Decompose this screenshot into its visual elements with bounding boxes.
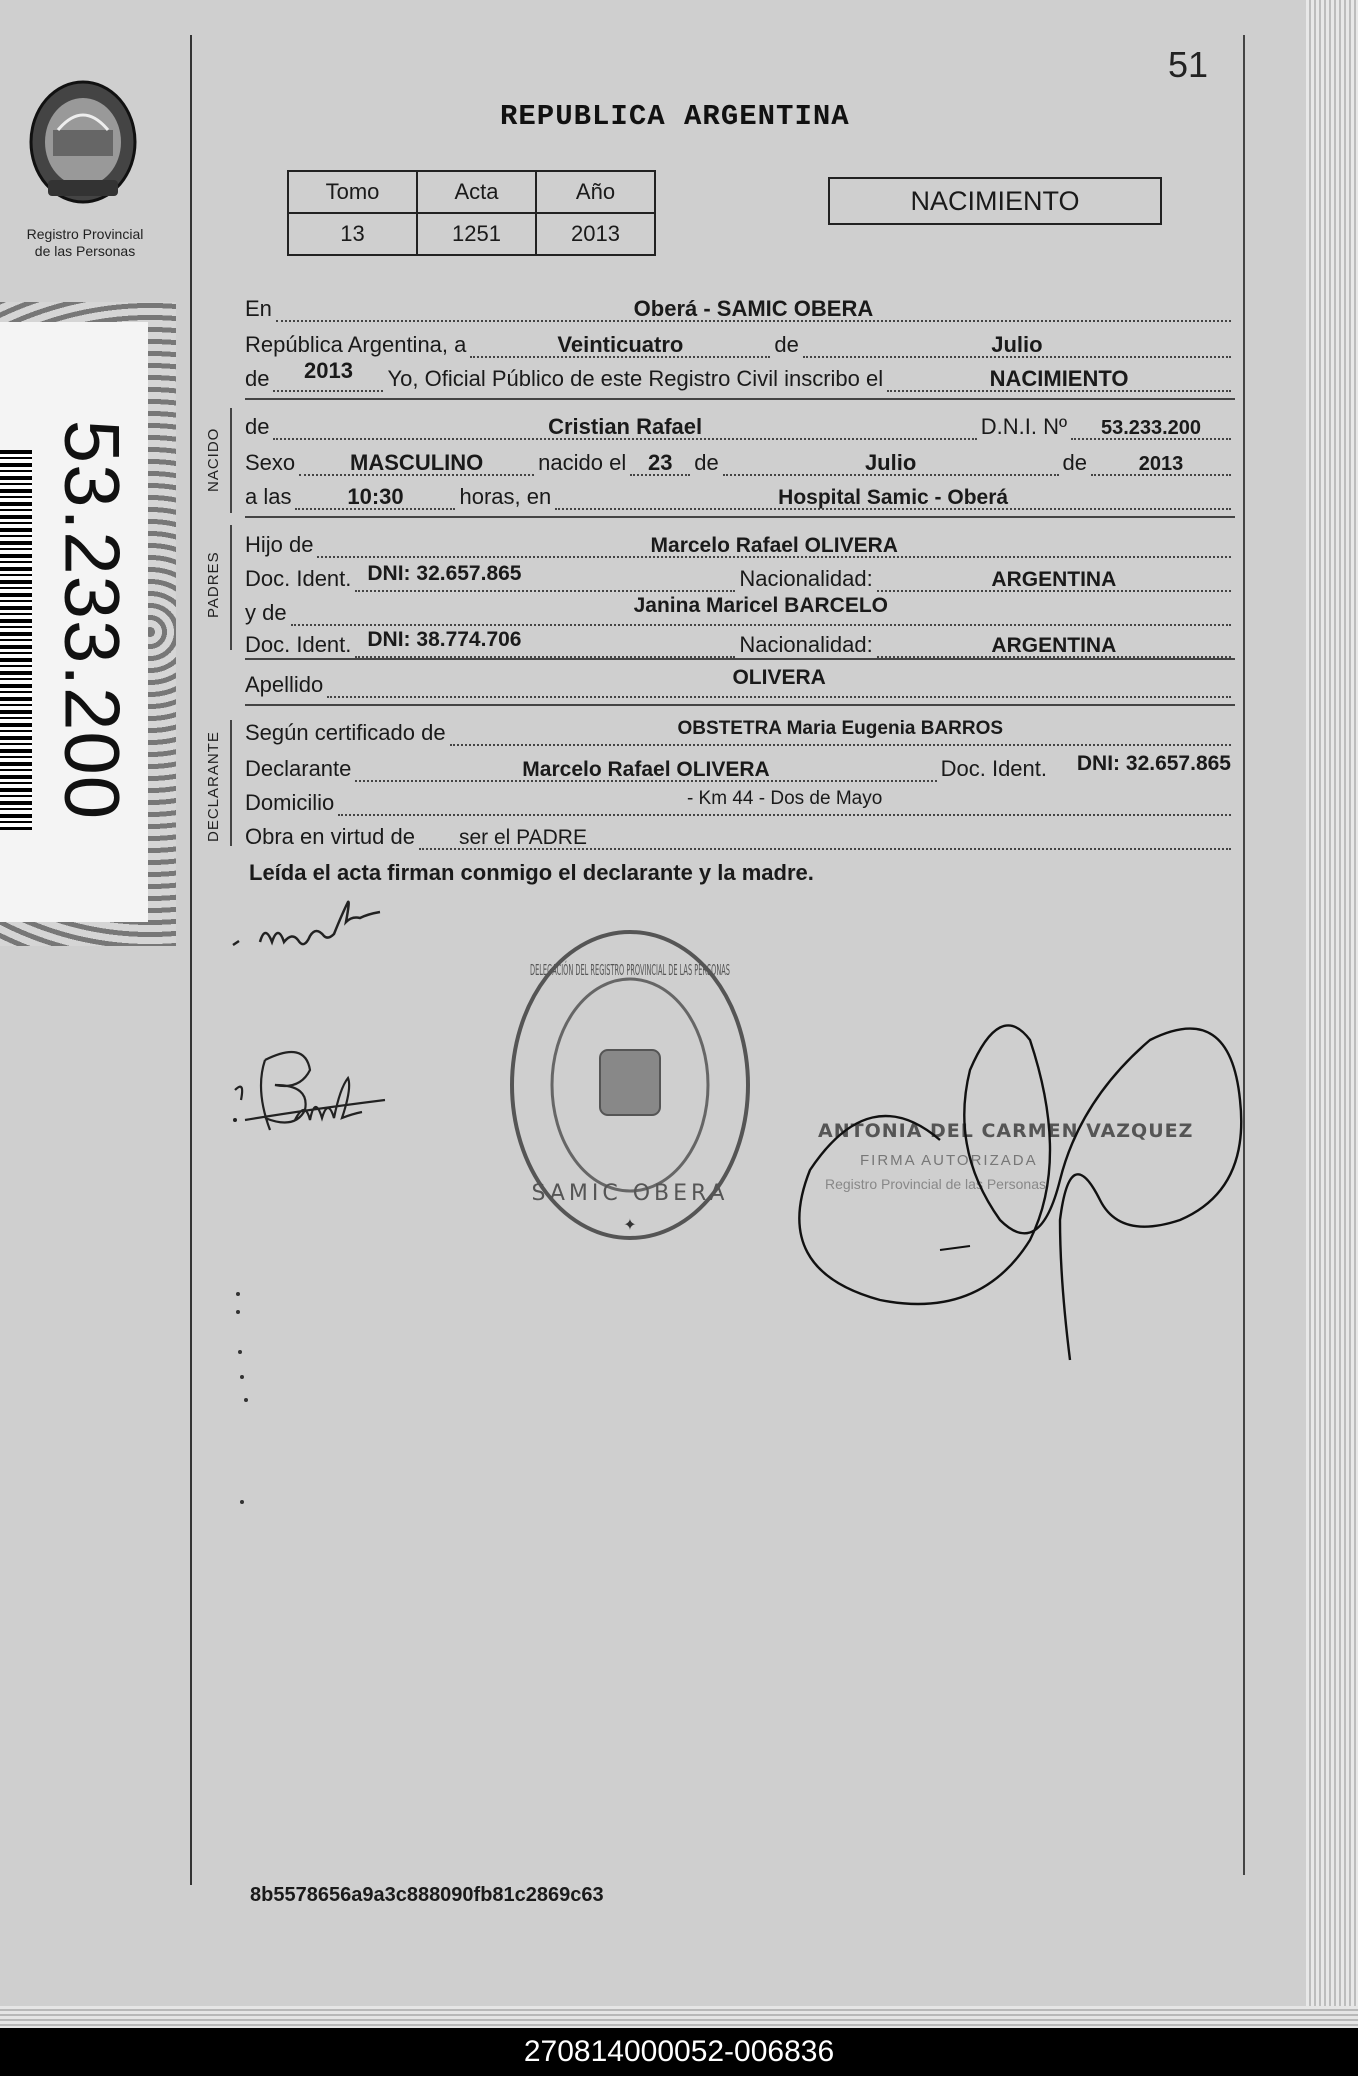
dots xyxy=(419,822,1231,850)
declarante-doc: DNI: 32.657.865 xyxy=(1076,752,1231,775)
dots xyxy=(1071,412,1231,440)
doc-label: Doc. Ident. xyxy=(245,566,352,591)
de-label: de xyxy=(774,332,799,357)
dni-label: D.N.I. Nº xyxy=(980,414,1067,439)
divider xyxy=(245,516,1235,518)
declarante-label: Declarante xyxy=(245,756,352,781)
row-en xyxy=(245,292,1235,322)
year-value: 2013 xyxy=(304,358,353,383)
signature-stamp-title: FIRMA AUTORIZADA xyxy=(860,1152,1038,1169)
footer-id: 270814000052-006836 xyxy=(0,2028,1358,2076)
header-anio: Año xyxy=(536,171,655,213)
de-label: de xyxy=(245,414,270,439)
header-acta: Acta xyxy=(417,171,536,213)
en-label: En xyxy=(245,296,272,321)
mother-nationality: ARGENTINA xyxy=(991,634,1117,657)
dots xyxy=(1051,752,1231,782)
month-value: Julio xyxy=(991,332,1043,357)
register-value-row xyxy=(288,213,655,255)
apellido-value: OLIVERA xyxy=(732,666,826,689)
speck xyxy=(236,1292,240,1296)
declarante-name: Marcelo Rafael OLIVERA xyxy=(522,758,770,781)
birth-place: Hospital Samic - Oberá xyxy=(778,486,1009,509)
event-value: NACIMIENTO xyxy=(989,366,1129,391)
right-margin-line xyxy=(1243,35,1245,1875)
day-value: Veinticuatro xyxy=(557,332,684,357)
divider xyxy=(245,658,1235,660)
stamp-inner-text: SAMIC OBERA xyxy=(531,1181,729,1206)
page-title: REPUBLICA ARGENTINA xyxy=(500,100,850,133)
row-hora xyxy=(245,480,1235,510)
dots xyxy=(327,666,1231,698)
declarant-signature xyxy=(225,900,445,960)
speck xyxy=(240,1500,244,1504)
dots xyxy=(295,482,455,510)
misiones-emblem-icon xyxy=(28,80,138,210)
sexo-label: Sexo xyxy=(245,450,296,475)
register-header-row xyxy=(288,171,655,213)
header-tomo: Tomo xyxy=(288,171,417,213)
de-label: de xyxy=(694,450,719,475)
svg-text:✦: ✦ xyxy=(623,1217,637,1234)
father-nationality: ARGENTINA xyxy=(991,568,1117,591)
barcode-stripes xyxy=(0,450,32,830)
birth-month: Julio xyxy=(864,450,917,475)
value-tomo: 13 xyxy=(288,213,417,255)
row-certificado xyxy=(245,716,1235,746)
de2-label: de xyxy=(245,366,270,391)
apellido-label: Apellido xyxy=(245,672,324,697)
speck xyxy=(240,1375,244,1379)
child-name: Cristian Rafael xyxy=(548,414,703,439)
signature-stamp-name: ANTONIA DEL CARMEN VAZQUEZ xyxy=(818,1120,1194,1142)
page-edges xyxy=(1306,0,1358,2028)
de-label: de xyxy=(1062,450,1087,475)
value-anio: 2013 xyxy=(536,213,655,255)
mother-doc: DNI: 38.774.706 xyxy=(367,628,522,651)
doc-label: Doc. Ident. xyxy=(940,756,1047,781)
address-value: - Km 44 - Dos de Mayo xyxy=(686,788,883,809)
row-mother xyxy=(245,596,1235,626)
speck xyxy=(244,1398,248,1402)
dots xyxy=(723,448,1059,476)
divider xyxy=(245,398,1235,400)
divider xyxy=(245,704,1235,706)
row-father xyxy=(245,528,1235,558)
dots xyxy=(355,564,735,592)
certificate-value: OBSTETRA Maria Eugenia BARROS xyxy=(677,718,1004,739)
mother-name: Janina Maricel BARCELO xyxy=(633,594,888,617)
row-apellido xyxy=(245,668,1235,698)
dots xyxy=(291,594,1231,626)
page-edges-bottom xyxy=(0,2006,1358,2028)
row-obra xyxy=(245,820,1235,850)
place-value: Oberá - SAMIC OBERA xyxy=(633,296,874,321)
a-las-label: a las xyxy=(245,484,292,509)
father-doc: DNI: 32.657.865 xyxy=(367,562,522,585)
dots xyxy=(887,364,1231,392)
nacido-label: nacido el xyxy=(538,450,627,475)
father-name: Marcelo Rafael OLIVERA xyxy=(650,534,898,557)
row-year xyxy=(245,358,1235,392)
dots xyxy=(1091,448,1231,476)
signature-stamp-org: Registro Provincial de las Personas xyxy=(825,1176,1046,1192)
page-number: 51 xyxy=(1168,44,1209,85)
dots xyxy=(276,294,1231,322)
dots xyxy=(470,330,770,358)
row-nacido-name xyxy=(245,410,1235,440)
dots xyxy=(877,630,1231,658)
dots xyxy=(355,630,735,658)
horas-label: horas, en xyxy=(459,484,552,509)
sexo-value: MASCULINO xyxy=(350,450,484,475)
nacionalidad-label: Nacionalidad: xyxy=(739,566,873,591)
domicilio-label: Domicilio xyxy=(245,790,335,815)
section-nacido: NACIDO xyxy=(205,427,222,492)
closing-text: Leída el acta firman conmigo el declarante y la madre. xyxy=(249,860,814,885)
dots xyxy=(338,788,1231,816)
row-declarante xyxy=(245,752,1235,782)
section-bar xyxy=(230,720,232,846)
mother-signature xyxy=(225,1040,395,1150)
row-sexo xyxy=(245,446,1235,476)
nacionalidad-label: Nacionalidad: xyxy=(739,632,873,657)
row-father-doc xyxy=(245,562,1235,592)
section-bar xyxy=(230,408,232,513)
republica-label: República Argentina, a xyxy=(245,332,467,357)
dots xyxy=(317,530,1231,558)
dots xyxy=(630,448,690,476)
dots xyxy=(273,358,383,392)
record-type-box: NACIMIENTO xyxy=(828,177,1162,225)
dots xyxy=(450,718,1231,746)
speck xyxy=(238,1350,242,1354)
reason-value: ser el PADRE xyxy=(458,826,587,849)
dots xyxy=(877,564,1231,592)
birth-year: 2013 xyxy=(1138,453,1184,475)
y-de-label: y de xyxy=(245,600,287,625)
child-dni: 53.233.200 xyxy=(1100,417,1202,439)
obra-label: Obra en virtud de xyxy=(245,824,415,849)
dots xyxy=(299,448,534,476)
authorized-signature xyxy=(780,990,1210,1330)
emblem-caption xyxy=(10,226,160,260)
section-padres: PADRES xyxy=(205,551,222,618)
section-bar xyxy=(230,525,232,650)
barcode-number: 53.233.200 xyxy=(48,419,137,821)
section-declarante: DECLARANTE xyxy=(205,731,222,842)
dots xyxy=(355,754,936,782)
register-table xyxy=(287,170,656,256)
hijo-label: Hijo de xyxy=(245,532,314,557)
emblem-caption-line1: Registro Provincial xyxy=(26,226,144,242)
row-domicilio xyxy=(245,786,1235,816)
birth-time: 10:30 xyxy=(347,484,404,509)
row-republica xyxy=(245,328,1235,358)
stamp-ring-text: DELEGACIÓN DEL REGISTRO PROVINCIAL DE LAS PERSONAS xyxy=(530,961,985,979)
left-margin-line xyxy=(190,35,192,1885)
document-hash: 8b5578656a9a3c888090fb81c2869c63 xyxy=(250,1884,604,1906)
inscribe-label: Yo, Oficial Público de este Registro Civil inscribo el xyxy=(387,366,884,391)
dots xyxy=(803,330,1231,358)
row-mother-doc xyxy=(245,628,1235,658)
certificado-label: Según certificado de xyxy=(245,720,446,745)
value-acta: 1251 xyxy=(417,213,536,255)
emblem-caption-line2: de las Personas xyxy=(34,243,136,259)
dots xyxy=(273,412,976,440)
speck xyxy=(236,1310,240,1314)
doc-label: Doc. Ident. xyxy=(245,632,352,657)
birth-day: 23 xyxy=(647,450,673,475)
dots xyxy=(555,482,1231,510)
